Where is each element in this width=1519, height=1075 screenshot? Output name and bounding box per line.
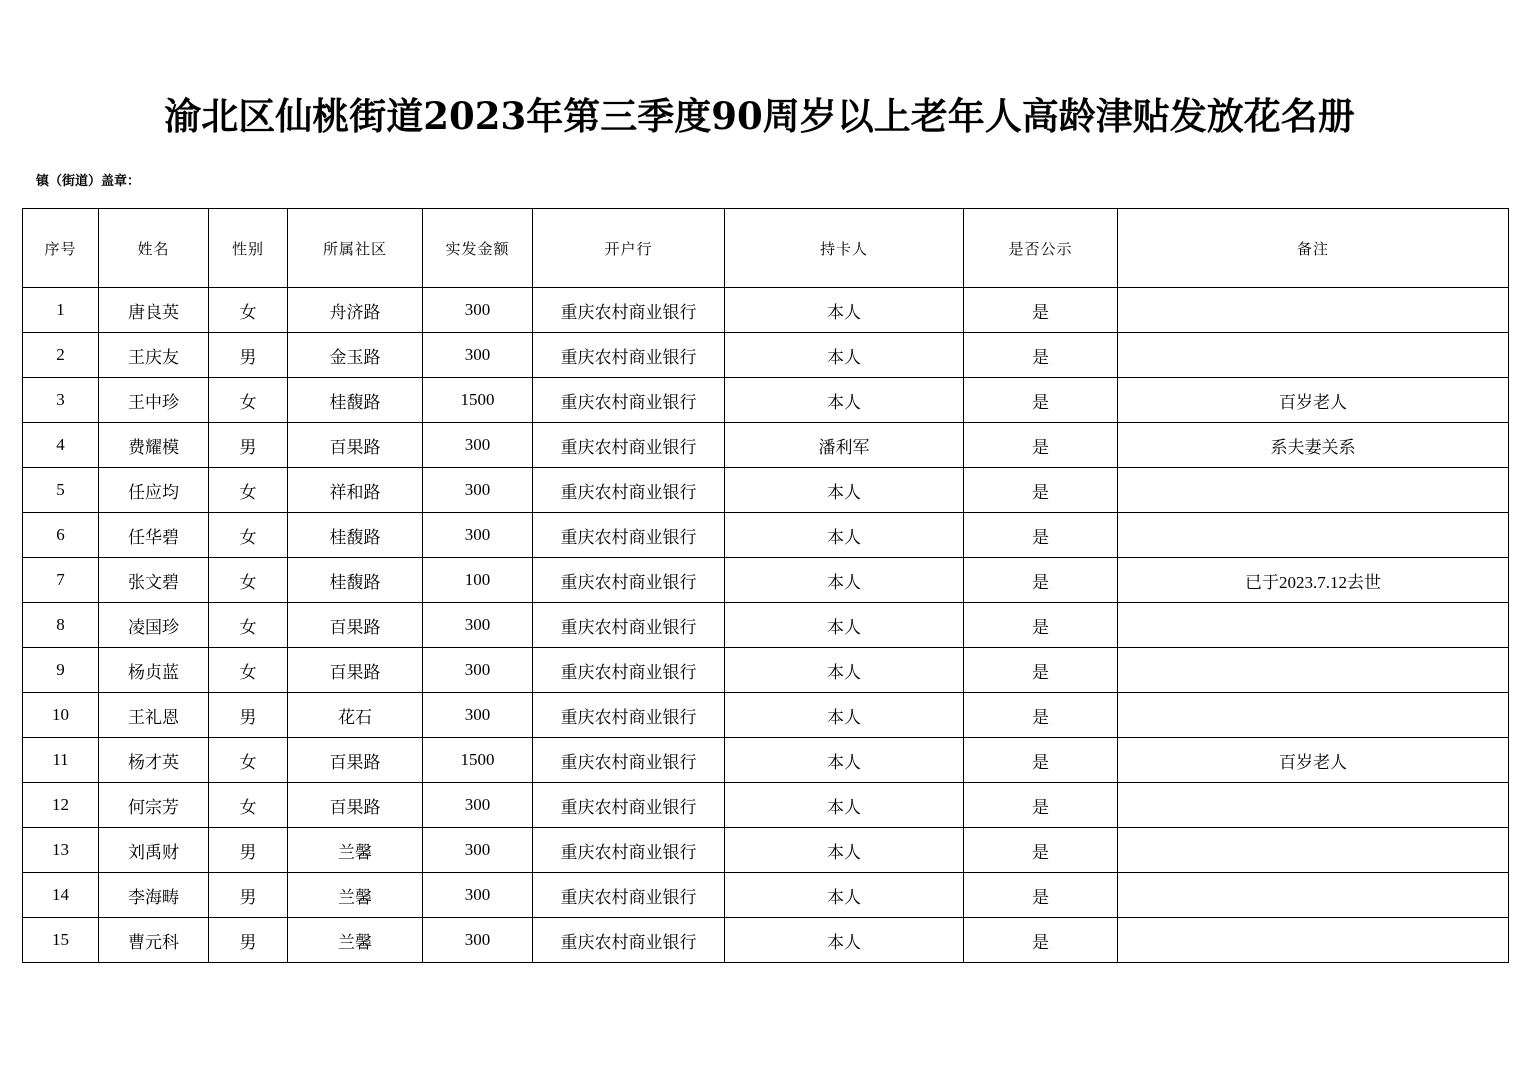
cell-index: 11 bbox=[23, 738, 99, 783]
header-index: 序号 bbox=[23, 209, 99, 288]
table-row bbox=[23, 558, 1509, 603]
table-row bbox=[23, 918, 1509, 963]
cell-published: 是 bbox=[964, 918, 1118, 963]
cell-bank: 重庆农村商业银行 bbox=[533, 783, 725, 828]
cell-remarks: 百岁老人 bbox=[1118, 738, 1509, 783]
cell-name: 曹元科 bbox=[99, 918, 209, 963]
cell-published: 是 bbox=[964, 603, 1118, 648]
cell-gender: 女 bbox=[209, 513, 288, 558]
cell-bank: 重庆农村商业银行 bbox=[533, 288, 725, 333]
table-header-row bbox=[23, 209, 1509, 288]
header-remarks: 备注 bbox=[1118, 209, 1509, 288]
page-title: 渝北区仙桃街道2023年第三季度90周岁以上老年人高龄津贴发放花名册 bbox=[164, 94, 1355, 138]
cell-index: 15 bbox=[23, 918, 99, 963]
cell-index: 10 bbox=[23, 693, 99, 738]
cell-cardholder: 本人 bbox=[725, 693, 964, 738]
seal-label: 镇（街道）盖章： bbox=[36, 174, 141, 189]
cell-published: 是 bbox=[964, 288, 1118, 333]
cell-gender: 女 bbox=[209, 738, 288, 783]
cell-community: 花石 bbox=[288, 693, 423, 738]
cell-published: 是 bbox=[964, 558, 1118, 603]
cell-community: 兰馨 bbox=[288, 828, 423, 873]
cell-amount: 300 bbox=[423, 648, 533, 693]
cell-index: 9 bbox=[23, 648, 99, 693]
cell-name: 凌国珍 bbox=[99, 603, 209, 648]
cell-community: 桂馥路 bbox=[288, 378, 423, 423]
table-row bbox=[23, 468, 1509, 513]
cell-amount: 300 bbox=[423, 468, 533, 513]
cell-index: 8 bbox=[23, 603, 99, 648]
header-community: 所属社区 bbox=[288, 209, 423, 288]
table-row bbox=[23, 828, 1509, 873]
cell-amount: 1500 bbox=[423, 738, 533, 783]
cell-index: 5 bbox=[23, 468, 99, 513]
cell-name: 任华碧 bbox=[99, 513, 209, 558]
cell-gender: 男 bbox=[209, 423, 288, 468]
cell-bank: 重庆农村商业银行 bbox=[533, 333, 725, 378]
cell-bank: 重庆农村商业银行 bbox=[533, 423, 725, 468]
cell-remarks bbox=[1118, 603, 1509, 648]
cell-remarks bbox=[1118, 783, 1509, 828]
cell-amount: 300 bbox=[423, 333, 533, 378]
cell-bank: 重庆农村商业银行 bbox=[533, 873, 725, 918]
cell-cardholder: 本人 bbox=[725, 513, 964, 558]
cell-cardholder: 本人 bbox=[725, 468, 964, 513]
cell-amount: 300 bbox=[423, 918, 533, 963]
cell-gender: 女 bbox=[209, 378, 288, 423]
cell-remarks bbox=[1118, 918, 1509, 963]
cell-published: 是 bbox=[964, 783, 1118, 828]
table-row bbox=[23, 333, 1509, 378]
cell-cardholder: 本人 bbox=[725, 378, 964, 423]
cell-amount: 300 bbox=[423, 603, 533, 648]
cell-amount: 1500 bbox=[423, 378, 533, 423]
table-row bbox=[23, 648, 1509, 693]
cell-published: 是 bbox=[964, 873, 1118, 918]
cell-community: 百果路 bbox=[288, 783, 423, 828]
cell-remarks: 百岁老人 bbox=[1118, 378, 1509, 423]
cell-bank: 重庆农村商业银行 bbox=[533, 738, 725, 783]
table-body bbox=[23, 288, 1509, 963]
cell-name: 任应均 bbox=[99, 468, 209, 513]
cell-index: 12 bbox=[23, 783, 99, 828]
cell-remarks: 系夫妻关系 bbox=[1118, 423, 1509, 468]
cell-index: 1 bbox=[23, 288, 99, 333]
cell-published: 是 bbox=[964, 468, 1118, 513]
cell-remarks bbox=[1118, 333, 1509, 378]
cell-cardholder: 本人 bbox=[725, 873, 964, 918]
cell-amount: 300 bbox=[423, 693, 533, 738]
cell-community: 百果路 bbox=[288, 648, 423, 693]
cell-cardholder: 本人 bbox=[725, 738, 964, 783]
cell-community: 祥和路 bbox=[288, 468, 423, 513]
table-row bbox=[23, 378, 1509, 423]
cell-cardholder: 本人 bbox=[725, 918, 964, 963]
cell-name: 费耀模 bbox=[99, 423, 209, 468]
cell-community: 桂馥路 bbox=[288, 513, 423, 558]
cell-name: 唐良英 bbox=[99, 288, 209, 333]
cell-remarks bbox=[1118, 468, 1509, 513]
cell-name: 杨贞蓝 bbox=[99, 648, 209, 693]
cell-gender: 女 bbox=[209, 783, 288, 828]
cell-remarks bbox=[1118, 288, 1509, 333]
cell-cardholder: 本人 bbox=[725, 603, 964, 648]
cell-bank: 重庆农村商业银行 bbox=[533, 918, 725, 963]
cell-gender: 女 bbox=[209, 468, 288, 513]
table-row bbox=[23, 513, 1509, 558]
cell-amount: 300 bbox=[423, 423, 533, 468]
cell-gender: 女 bbox=[209, 648, 288, 693]
cell-cardholder: 本人 bbox=[725, 333, 964, 378]
cell-bank: 重庆农村商业银行 bbox=[533, 693, 725, 738]
cell-remarks bbox=[1118, 693, 1509, 738]
cell-amount: 300 bbox=[423, 513, 533, 558]
cell-bank: 重庆农村商业银行 bbox=[533, 828, 725, 873]
cell-gender: 男 bbox=[209, 828, 288, 873]
cell-community: 舟济路 bbox=[288, 288, 423, 333]
cell-amount: 300 bbox=[423, 783, 533, 828]
cell-published: 是 bbox=[964, 828, 1118, 873]
cell-index: 13 bbox=[23, 828, 99, 873]
cell-published: 是 bbox=[964, 513, 1118, 558]
cell-published: 是 bbox=[964, 738, 1118, 783]
cell-bank: 重庆农村商业银行 bbox=[533, 558, 725, 603]
cell-gender: 女 bbox=[209, 603, 288, 648]
cell-gender: 女 bbox=[209, 288, 288, 333]
cell-name: 刘禹财 bbox=[99, 828, 209, 873]
cell-remarks: 已于2023.7.12去世 bbox=[1118, 558, 1509, 603]
cell-published: 是 bbox=[964, 423, 1118, 468]
cell-community: 百果路 bbox=[288, 603, 423, 648]
cell-cardholder: 本人 bbox=[725, 288, 964, 333]
cell-index: 14 bbox=[23, 873, 99, 918]
cell-index: 3 bbox=[23, 378, 99, 423]
cell-published: 是 bbox=[964, 333, 1118, 378]
cell-gender: 男 bbox=[209, 333, 288, 378]
cell-amount: 300 bbox=[423, 288, 533, 333]
header-cardholder: 持卡人 bbox=[725, 209, 964, 288]
cell-name: 王中珍 bbox=[99, 378, 209, 423]
table-row bbox=[23, 693, 1509, 738]
cell-name: 何宗芳 bbox=[99, 783, 209, 828]
cell-bank: 重庆农村商业银行 bbox=[533, 378, 725, 423]
cell-name: 王礼恩 bbox=[99, 693, 209, 738]
table-row bbox=[23, 873, 1509, 918]
table-row bbox=[23, 783, 1509, 828]
cell-name: 王庆友 bbox=[99, 333, 209, 378]
header-gender: 性别 bbox=[209, 209, 288, 288]
header-bank: 开户行 bbox=[533, 209, 725, 288]
header-published: 是否公示 bbox=[964, 209, 1118, 288]
cell-community: 百果路 bbox=[288, 423, 423, 468]
cell-name: 杨才英 bbox=[99, 738, 209, 783]
table-row bbox=[23, 738, 1509, 783]
cell-published: 是 bbox=[964, 648, 1118, 693]
cell-remarks bbox=[1118, 513, 1509, 558]
cell-community: 金玉路 bbox=[288, 333, 423, 378]
header-amount: 实发金额 bbox=[423, 209, 533, 288]
cell-gender: 男 bbox=[209, 873, 288, 918]
cell-gender: 女 bbox=[209, 558, 288, 603]
cell-index: 2 bbox=[23, 333, 99, 378]
table-row bbox=[23, 423, 1509, 468]
cell-index: 6 bbox=[23, 513, 99, 558]
cell-cardholder: 潘利军 bbox=[725, 423, 964, 468]
cell-community: 兰馨 bbox=[288, 918, 423, 963]
table-row bbox=[23, 603, 1509, 648]
cell-remarks bbox=[1118, 648, 1509, 693]
cell-published: 是 bbox=[964, 378, 1118, 423]
cell-amount: 300 bbox=[423, 828, 533, 873]
cell-bank: 重庆农村商业银行 bbox=[533, 648, 725, 693]
cell-index: 7 bbox=[23, 558, 99, 603]
subsidy-roster-table bbox=[22, 208, 1509, 963]
cell-published: 是 bbox=[964, 693, 1118, 738]
cell-cardholder: 本人 bbox=[725, 648, 964, 693]
cell-community: 桂馥路 bbox=[288, 558, 423, 603]
cell-remarks bbox=[1118, 828, 1509, 873]
cell-cardholder: 本人 bbox=[725, 828, 964, 873]
cell-bank: 重庆农村商业银行 bbox=[533, 513, 725, 558]
cell-gender: 男 bbox=[209, 693, 288, 738]
cell-community: 百果路 bbox=[288, 738, 423, 783]
cell-cardholder: 本人 bbox=[725, 558, 964, 603]
cell-name: 李海畴 bbox=[99, 873, 209, 918]
cell-amount: 300 bbox=[423, 873, 533, 918]
cell-cardholder: 本人 bbox=[725, 783, 964, 828]
cell-community: 兰馨 bbox=[288, 873, 423, 918]
cell-index: 4 bbox=[23, 423, 99, 468]
cell-amount: 100 bbox=[423, 558, 533, 603]
header-name: 姓名 bbox=[99, 209, 209, 288]
cell-gender: 男 bbox=[209, 918, 288, 963]
cell-remarks bbox=[1118, 873, 1509, 918]
cell-name: 张文碧 bbox=[99, 558, 209, 603]
table-row bbox=[23, 288, 1509, 333]
cell-bank: 重庆农村商业银行 bbox=[533, 603, 725, 648]
cell-bank: 重庆农村商业银行 bbox=[533, 468, 725, 513]
